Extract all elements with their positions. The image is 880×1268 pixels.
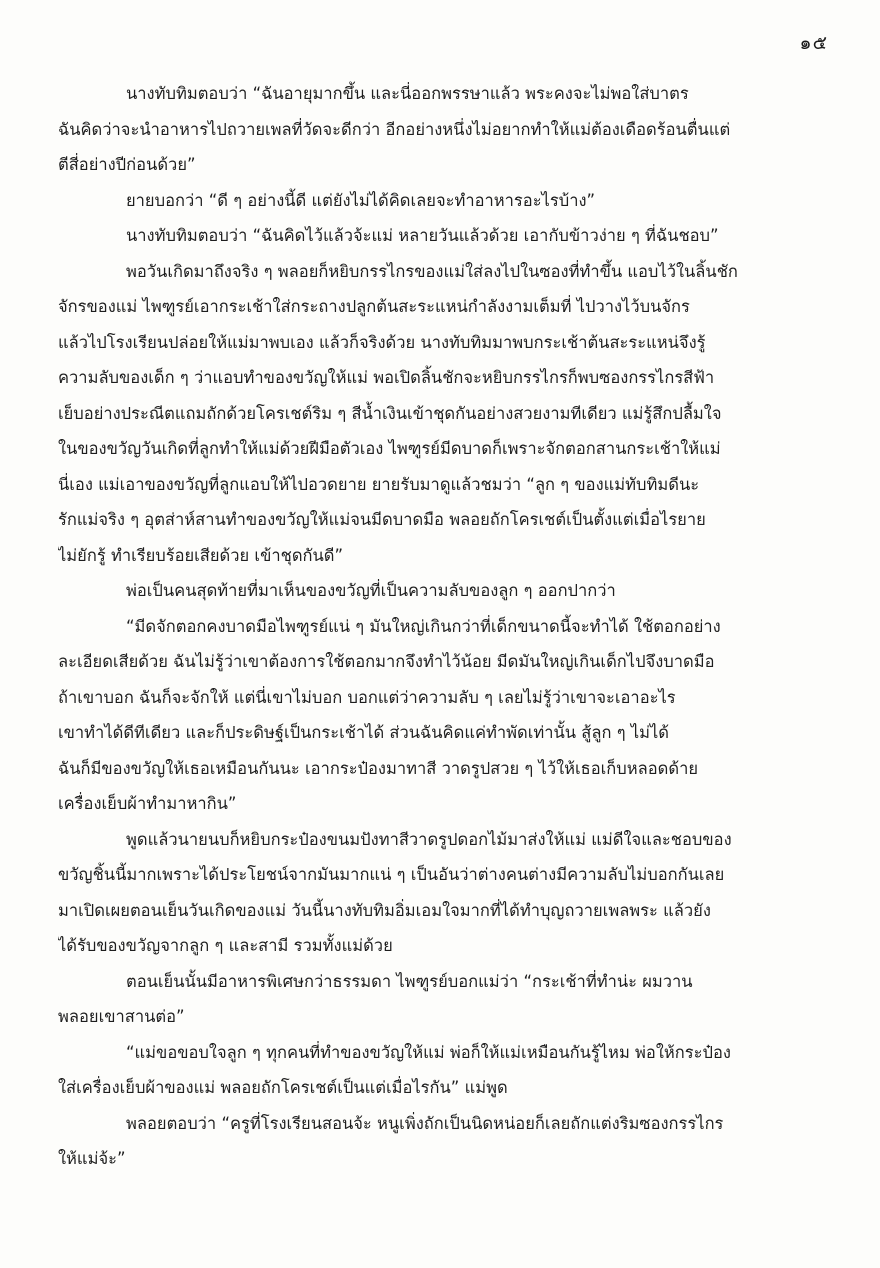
text-line: นางทับทิมตอบว่า “ฉันคิดไว้แล้วจ้ะแม่ หลายวันแล้วด้วย เอากับข้าวง่าย ๆ ที่ฉันชอบ” [126, 226, 719, 245]
text-line: พอวันเกิดมาถึงจริง ๆ พลอยก็หยิบกรรไกรของแม่ใส่ลงไปในซองที่ทำขึ้น แอบไว้ในลิ้นชัก [126, 261, 738, 281]
text-line: ในของขวัญวันเกิดที่ลูกทำให้แม่ด้วยฝีมือตัวเอง ไพฑูรย์มีดบาดก็เพราะจักตอกสานกระเช้าให้แม่ [58, 439, 721, 458]
text-line: นี่เอง แม่เอาของขวัญที่ลูกแอบให้ไปอวดยาย ยายรับมาดูแล้วชมว่า “ลูก ๆ ของแม่ทับทิมดีนะ [58, 474, 700, 494]
text-line: มาเปิดเผยตอนเย็นวันเกิดของแม่ วันนี้นางทับทิมอิ่มเอมใจมากที่ได้ทำบุญถวายเพลพระ แล้วยัง [58, 900, 711, 920]
page-number: ๑๕ [799, 32, 828, 54]
text-line: พลอยตอบว่า “ครูที่โรงเรียนสอนจ้ะ หนูเพิ่งถักเป็นนิดหน่อยก็เลยถักแต่งริมซองกรรไกร [126, 1113, 724, 1133]
text-line: แล้วไปโรงเรียนปล่อยให้แม่มาพบเอง แล้วก็จริงด้วย นางทับทิมมาพบกระเช้าต้นสะระแหน่จึงรู้ [58, 332, 706, 352]
body-text [58, 76, 784, 1177]
text-line: “มีดจักตอกคงบาดมือไพฑูรย์แน่ ๆ มันใหญ่เกินกว่าที่เด็กขนาดนี้จะทำได้ ใช้ตอกอย่าง [126, 616, 721, 636]
text-line: ยายบอกว่า “ดี ๆ อย่างนี้ดี แต่ยังไม่ได้คิดเลยจะทำอาหารอะไรบ้าง” [126, 190, 596, 210]
text-line: ตีสี่อย่างปีก่อนด้วย” [58, 155, 196, 174]
text-line: ฉันก็มีของขวัญให้เธอเหมือนกันนะ เอากระป๋องมาทาสี วาดรูปสวย ๆ ไว้ให้เธอเก็บหลอดด้าย [58, 758, 699, 778]
text-line: พ่อเป็นคนสุดท้ายที่มาเห็นของขวัญที่เป็นความลับของลูก ๆ ออกปากว่า [126, 581, 616, 600]
text-line: เครื่องเย็บผ้าทำมาหากิน” [58, 794, 237, 813]
text-line: ถ้าเขาบอก ฉันก็จะจักให้ แต่นี่เขาไม่บอก บอกแต่ว่าความลับ ๆ เลยไม่รู้ว่าเขาจะเอาอะไร [58, 687, 676, 707]
text-line: ขวัญชิ้นนี้มากเพราะได้ประโยชน์จากมันมากแน่ ๆ เป็นอันว่าต่างคนต่างมีความลับไม่บอกกันเลย [58, 865, 725, 884]
text-line: ให้แม่จ้ะ” [58, 1149, 126, 1168]
text-line: พูดแล้วนายนบก็หยิบกระป๋องขนมปังทาสีวาดรูปดอกไม้มาส่งให้แม่ แม่ดีใจและชอบของ [126, 829, 732, 849]
text-line: “แม่ขอขอบใจลูก ๆ ทุกคนที่ทำของขวัญให้แม่ พ่อก็ให้แม่เหมือนกันรู้ไหม พ่อให้กระป๋อง [126, 1042, 731, 1062]
text-line: พลอยเขาสานต่อ” [58, 1007, 185, 1026]
text-line: ฉันคิดว่าจะนำอาหารไปถวายเพลที่วัดจะดีกว่า อีกอย่างหนึ่งไม่อยากทำให้แม่ต้องเดือดร้อนตื่นแต่ [58, 119, 731, 139]
text-line: ความลับของเด็ก ๆ ว่าแอบทำของขวัญให้แม่ พอเปิดลิ้นชักจะหยิบกรรไกรก็พบซองกรรไกรสีฟ้า [58, 368, 715, 387]
text-line: นางทับทิมตอบว่า “ฉันอายุมากขึ้น และนี่ออกพรรษาแล้ว พระคงจะไม่พอใส่บาตร [126, 84, 689, 103]
text-line: เขาทำได้ดีทีเดียว และก็ประดิษฐ์เป็นกระเช้าได้ ส่วนฉันคิดแค่ทำพัดเท่านั้น สู้ลูก ๆ ไม่ได้ [58, 723, 670, 742]
text-line: ใส่เครื่องเย็บผ้าของแม่ พลอยถักโครเชต์เป็นแต่เมื่อไรกัน” แม่พูด [58, 1078, 508, 1097]
text-line: ไม่ยักรู้ ทำเรียบร้อยเสียด้วย เข้าชุดกันดี” [58, 545, 344, 565]
text-line: ได้รับของขวัญจากลูก ๆ และสามี รวมทั้งแม่ด้วย [58, 936, 393, 955]
text-line: ละเอียดเสียด้วย ฉันไม่รู้ว่าเขาต้องการใช้ตอกมากจึงทำไว้น้อย มีดมันใหญ่เกินเด็กไปจึงบาดมือ [58, 652, 715, 671]
text-line: รักแม่จริง ๆ อุตส่าห์สานทำของขวัญให้แม่จนมีดบาดมือ พลอยถักโครเชต์เป็นตั้งแต่เมื่อไรยาย [58, 510, 706, 529]
text-line: เย็บอย่างประณีตแถมถักด้วยโครเชต์ริม ๆ สีน้ำเงินเข้าชุดกันอย่างสวยงามทีเดียว แม่รู้สึกปลื้มใจ [58, 403, 722, 423]
text-line: ตอนเย็นนั้นมีอาหารพิเศษกว่าธรรมดา ไพฑูรย์บอกแม่ว่า “กระเช้าที่ทำน่ะ ผมวาน [126, 971, 693, 991]
text-line: จักรของแม่ ไพฑูรย์เอากระเช้าใส่กระถางปลูกต้นสะระแหน่กำลังงามเต็มที่ ไปวางไว้บนจักร [58, 297, 690, 316]
